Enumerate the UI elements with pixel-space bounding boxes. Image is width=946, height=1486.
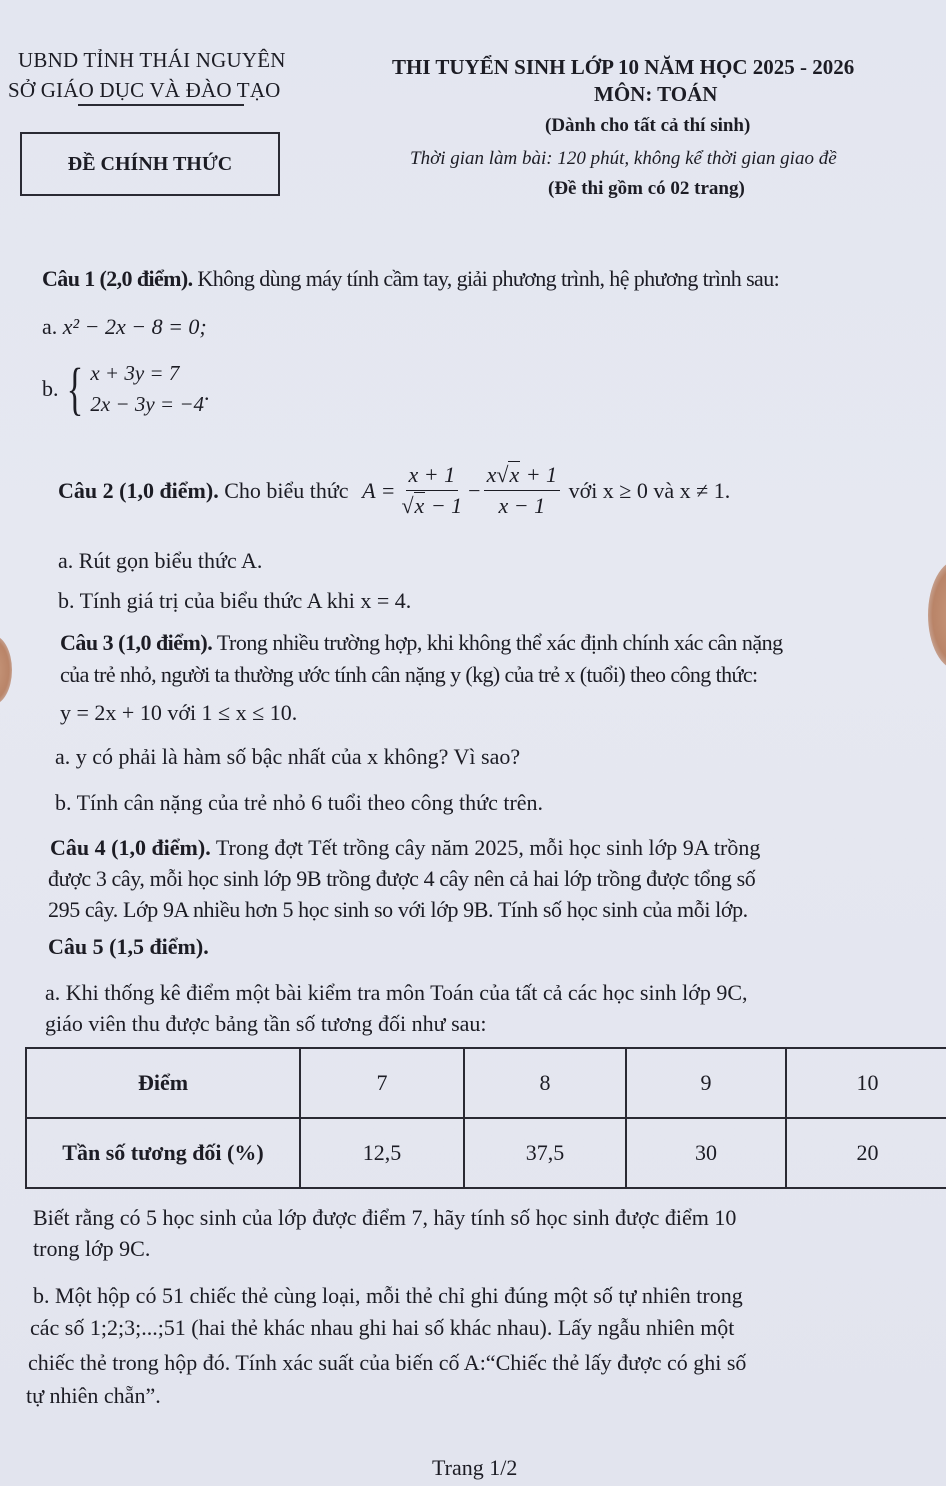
audience-note: (Dành cho tất cả thí sinh) — [545, 115, 751, 136]
sqrt-radicand: x — [509, 462, 520, 487]
authority-name: UBND TỈNH THÁI NGUYÊN — [18, 48, 286, 72]
question-2a: a. Rút gọn biểu thức A. — [58, 548, 263, 573]
page-count-note: (Đề thi gồm có 02 trang) — [548, 178, 745, 199]
fraction-2-num-rest: + 1 — [520, 462, 558, 487]
q1a-label: a. — [42, 314, 58, 339]
official-exam-stamp: ĐỀ CHÍNH THỨC — [20, 132, 280, 196]
question-3-formula: y = 2x + 10 với 1 ≤ x ≤ 10. — [60, 700, 298, 725]
minus-sign: − — [468, 477, 481, 503]
page-number: Trang 1/2 — [432, 1455, 518, 1480]
question-3-line2: của trẻ nhỏ, người ta thường ước tính cân nặng y (kg) của trẻ x (tuổi) theo công thức: — [60, 662, 758, 687]
relative-frequency-table — [25, 1047, 946, 1189]
q1b-label: b. — [42, 376, 59, 401]
question-4-line1: Trong đợt Tết trồng cây năm 2025, mỗi học sinh lớp 9A trồng — [210, 835, 761, 860]
exam-title: THI TUYỂN SINH LỚP 10 NĂM HỌC 2025 - 2026 — [392, 55, 855, 79]
question-4-title: Câu 4 (1,0 điểm). — [50, 835, 211, 860]
subject-title: MÔN: TOÁN — [594, 82, 718, 106]
question-1 — [42, 266, 779, 292]
q2-fraction-2 — [484, 462, 560, 519]
table-cell: 8 — [464, 1048, 626, 1118]
question-5-title: Câu 5 (1,5 điểm). — [48, 934, 209, 959]
table-cell: 30 — [626, 1118, 786, 1188]
question-2 — [58, 462, 730, 519]
question-5b-line4: tự nhiên chẵn”. — [26, 1383, 161, 1408]
question-3 — [60, 630, 783, 656]
fraction-1-numerator: x + 1 — [406, 462, 459, 491]
q1b-system — [61, 356, 210, 421]
question-3-title: Câu 3 (1,0 điểm). — [60, 630, 213, 655]
question-5a-line2: giáo viên thu được bảng tần số tương đối như sau: — [45, 1011, 487, 1036]
fraction-1-denominator: √x − 1 — [401, 493, 463, 518]
fraction-2-denominator: x − 1 — [498, 493, 546, 518]
table-cell: 9 — [626, 1048, 786, 1118]
question-3-line1: Trong nhiều trường hợp, khi không thể xác định chính xác cân nặng — [212, 630, 783, 655]
question-3b: b. Tính cân nặng của trẻ nhỏ 6 tuổi theo công thức trên. — [55, 790, 544, 815]
question-2-title: Câu 2 (1,0 điểm). — [58, 477, 219, 503]
finger-right-edge — [928, 560, 946, 670]
question-1b — [42, 356, 210, 421]
question-1a — [42, 314, 207, 340]
table-cell: 37,5 — [464, 1118, 626, 1188]
table-row — [26, 1118, 946, 1188]
table-cell: 12,5 — [300, 1118, 464, 1188]
fraction-2-numerator: x√x + 1 — [484, 462, 560, 491]
finger-left-edge — [0, 635, 12, 705]
question-4-line3: 295 cây. Lớp 9A nhiều hơn 5 học sinh so với lớp 9B. Tính số học sinh của mỗi lớp. — [48, 897, 748, 922]
time-limit: Thời gian làm bài: 120 phút, không kể thời gian giao đề — [410, 148, 837, 169]
table-header-cell: Tần số tương đối (%) — [26, 1118, 300, 1188]
question-5b-line2: các số 1;2;3;...;51 (hai thẻ khác nhau ghi hai số khác nhau). Lấy ngẫu nhiên một — [30, 1315, 735, 1340]
left-brace-icon: { — [66, 356, 83, 421]
question-4 — [50, 835, 760, 861]
question-1-prompt: Không dùng máy tính cầm tay, giải phương trình, hệ phương trình sau: — [192, 266, 780, 291]
fraction-2-x: x — [486, 462, 497, 487]
question-5a-after-line1: Biết rằng có 5 học sinh của lớp được điểm 7, hãy tính số học sinh được điểm 10 — [33, 1205, 737, 1230]
q2-condition: với x ≥ 0 và x ≠ 1. — [563, 477, 731, 503]
header-divider — [78, 104, 244, 106]
table-cell: 10 — [786, 1048, 946, 1118]
table-row — [26, 1048, 946, 1118]
question-5b-line1: b. Một hộp có 51 chiếc thẻ cùng loại, mỗi thẻ chỉ ghi đúng một số tự nhiên trong — [33, 1283, 743, 1308]
q1b-eq1: x + 3y = 7 — [90, 361, 180, 385]
question-2-prompt: Cho biểu thức — [218, 477, 355, 503]
question-3a: a. y có phải là hàm số bậc nhất của x không? Vì sao? — [55, 744, 521, 769]
q1a-equation: x² − 2x − 8 = 0; — [62, 314, 207, 339]
question-4-line2: được 3 cây, mỗi học sinh lớp 9B trồng được 4 cây nên cả hai lớp trồng được tổng số — [48, 866, 756, 891]
question-1-title: Câu 1 (2,0 điểm). — [42, 266, 193, 291]
q1b-end: . — [204, 380, 210, 405]
fraction-1-den-rest: − 1 — [425, 493, 463, 518]
question-5a-line1: a. Khi thống kê điểm một bài kiểm tra môn Toán của tất cả các học sinh lớp 9C, — [45, 980, 748, 1005]
q1b-eq2: 2x − 3y = −4 — [90, 392, 204, 416]
question-5a-after-line2: trong lớp 9C. — [33, 1236, 151, 1261]
q2-lhs: A = — [362, 477, 396, 503]
question-2b: b. Tính giá trị của biểu thức A khi x = 4. — [58, 588, 412, 613]
question-5b-line3: chiếc thẻ trong hộp đó. Tính xác suất của biến cố A:“Chiếc thẻ lấy được có ghi số — [28, 1350, 747, 1375]
table-cell: 7 — [300, 1048, 464, 1118]
sqrt-radicand: x — [414, 493, 425, 518]
table-header-cell: Điểm — [26, 1048, 300, 1118]
department-name: SỞ GIÁO DỤC VÀ ĐÀO TẠO — [8, 78, 281, 102]
table-cell: 20 — [786, 1118, 946, 1188]
q2-fraction-1 — [398, 462, 465, 519]
